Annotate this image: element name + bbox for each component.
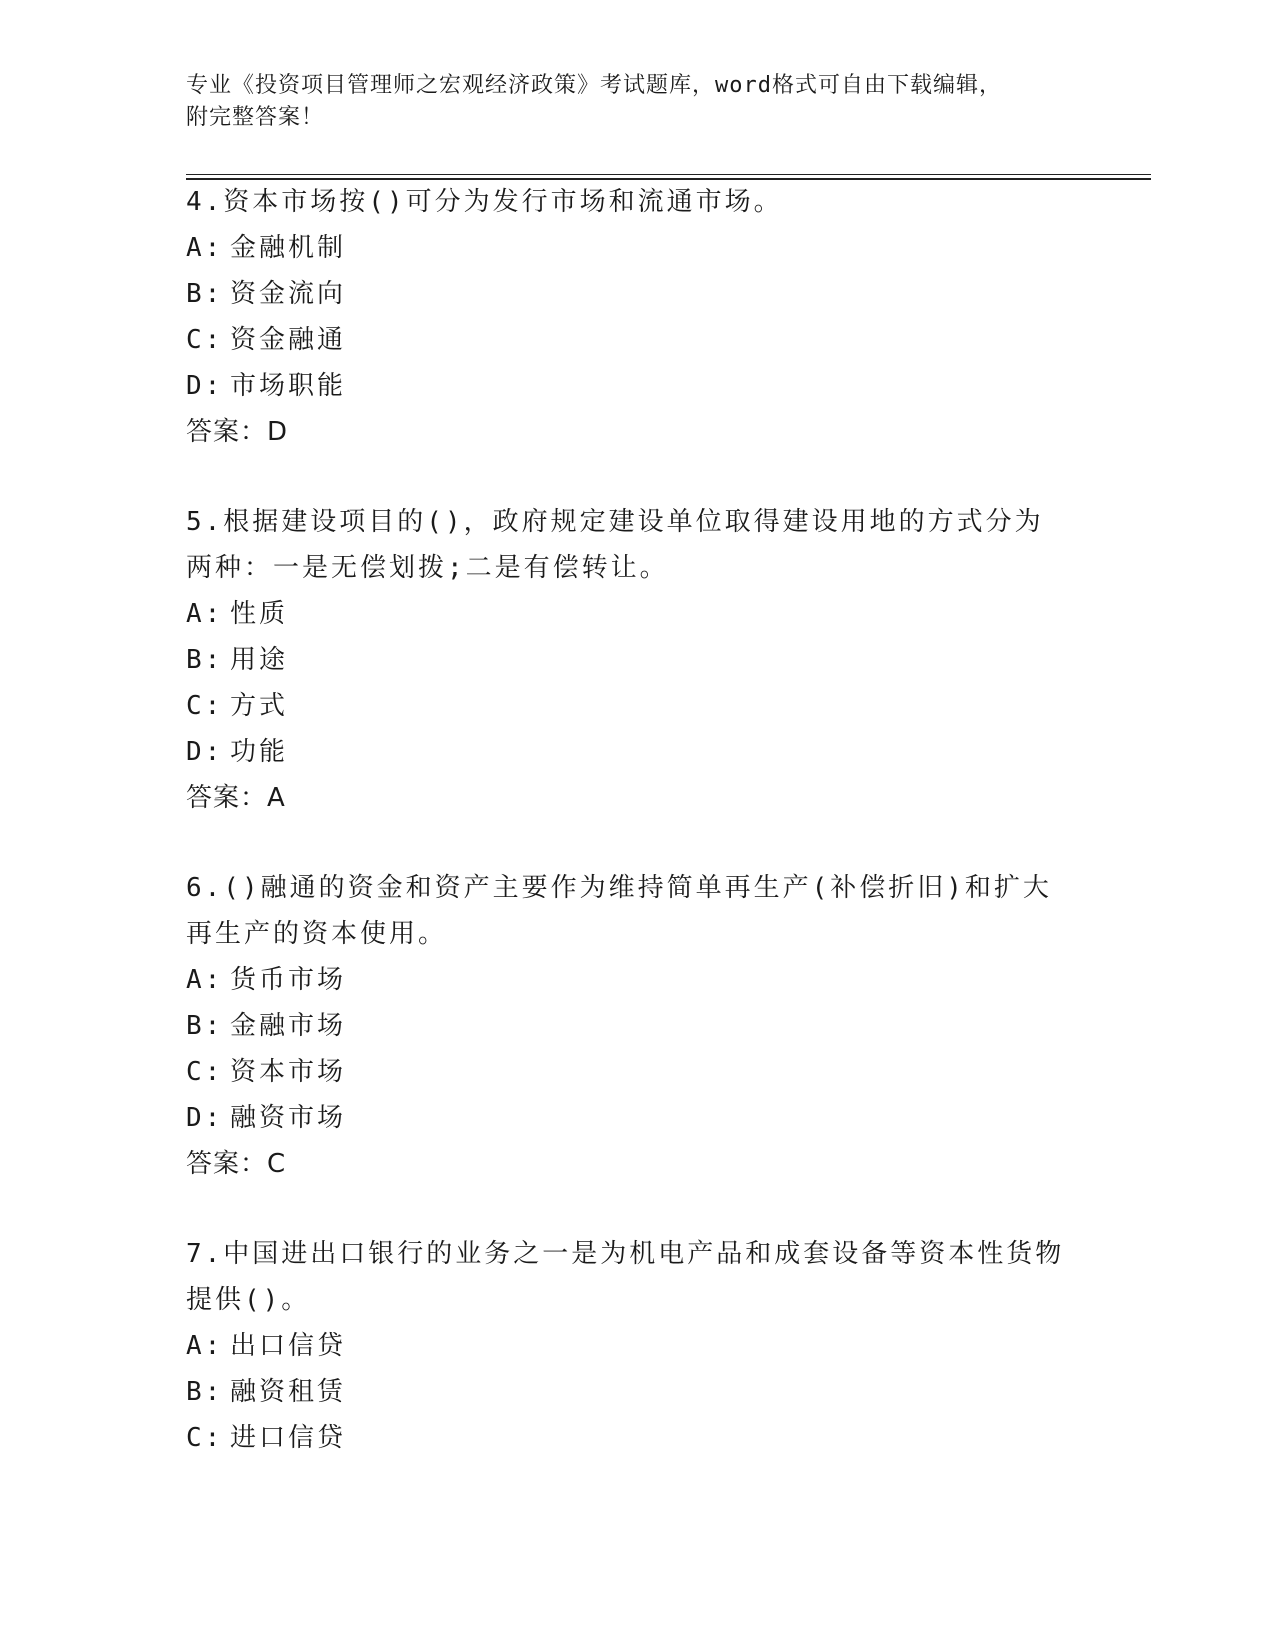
option-d bbox=[186, 1095, 1151, 1141]
question-item bbox=[186, 865, 1151, 1187]
option-letter: A: bbox=[186, 965, 224, 995]
option-letter: D: bbox=[186, 371, 224, 401]
option-a bbox=[186, 957, 1151, 1003]
option-text: 进口信贷 bbox=[230, 1423, 347, 1453]
option-letter: B: bbox=[186, 1011, 224, 1041]
header-double-rule bbox=[186, 174, 1151, 179]
option-letter: B: bbox=[186, 1377, 224, 1407]
option-a bbox=[186, 225, 1151, 271]
option-text: 用途 bbox=[230, 645, 289, 675]
option-text: 货币市场 bbox=[230, 965, 347, 995]
option-text: 金融机制 bbox=[230, 233, 347, 263]
option-text: 功能 bbox=[230, 737, 289, 767]
option-text: 出口信贷 bbox=[230, 1331, 347, 1361]
option-text: 资金流向 bbox=[230, 279, 347, 309]
document-page bbox=[186, 70, 1151, 1461]
option-d bbox=[186, 363, 1151, 409]
question-stem: 4.资本市场按()可分为发行市场和流通市场。 bbox=[186, 187, 783, 217]
option-a bbox=[186, 591, 1151, 637]
option-letter: C: bbox=[186, 691, 224, 721]
option-letter: C: bbox=[186, 325, 224, 355]
answer-line: 答案：D bbox=[186, 417, 289, 447]
option-letter: C: bbox=[186, 1057, 224, 1087]
option-text: 市场职能 bbox=[230, 371, 347, 401]
option-letter: B: bbox=[186, 279, 224, 309]
option-text: 融资市场 bbox=[230, 1103, 347, 1133]
document-header-line-1: 专业《投资项目管理师之宏观经济政策》考试题库，word格式可自由下载编辑， bbox=[186, 73, 1002, 98]
option-c bbox=[186, 317, 1151, 363]
option-a bbox=[186, 1323, 1151, 1369]
option-b bbox=[186, 637, 1151, 683]
option-text: 方式 bbox=[230, 691, 289, 721]
option-d bbox=[186, 729, 1151, 775]
option-letter: C: bbox=[186, 1423, 224, 1453]
option-letter: A: bbox=[186, 233, 224, 263]
option-c bbox=[186, 1049, 1151, 1095]
option-text: 融资租赁 bbox=[230, 1377, 347, 1407]
option-b bbox=[186, 1369, 1151, 1415]
question-stem: 7.中国进出口银行的业务之一是为机电产品和成套设备等资本性货物提供()。 bbox=[186, 1239, 1065, 1315]
question-item bbox=[186, 499, 1151, 821]
question-item bbox=[186, 179, 1151, 455]
option-text: 资本市场 bbox=[230, 1057, 347, 1087]
option-letter: B: bbox=[186, 645, 224, 675]
document-header-line-2: 附完整答案！ bbox=[186, 105, 325, 130]
option-letter: D: bbox=[186, 1103, 224, 1133]
question-list bbox=[186, 179, 1151, 1461]
option-letter: D: bbox=[186, 737, 224, 767]
question-item bbox=[186, 1231, 1151, 1461]
question-stem: 5.根据建设项目的()，政府规定建设单位取得建设用地的方式分为两种：一是无偿划拨;二是有偿转让。 bbox=[186, 507, 1044, 583]
answer-line: 答案：C bbox=[186, 1149, 287, 1179]
option-text: 性质 bbox=[230, 599, 289, 629]
option-b bbox=[186, 271, 1151, 317]
option-letter: A: bbox=[186, 599, 224, 629]
option-b bbox=[186, 1003, 1151, 1049]
option-text: 金融市场 bbox=[230, 1011, 347, 1041]
option-letter: A: bbox=[186, 1331, 224, 1361]
question-spacer bbox=[186, 1187, 1151, 1231]
question-spacer bbox=[186, 821, 1151, 865]
option-text: 资金融通 bbox=[230, 325, 347, 355]
option-c bbox=[186, 1415, 1151, 1461]
rule-line-top bbox=[186, 174, 1151, 175]
question-stem: 6.()融通的资金和资产主要作为维持简单再生产(补偿折旧)和扩大再生产的资本使用。 bbox=[186, 873, 1052, 949]
rule-line-bottom bbox=[186, 178, 1151, 180]
option-c bbox=[186, 683, 1151, 729]
answer-line: 答案：A bbox=[186, 783, 286, 813]
question-spacer bbox=[186, 455, 1151, 499]
